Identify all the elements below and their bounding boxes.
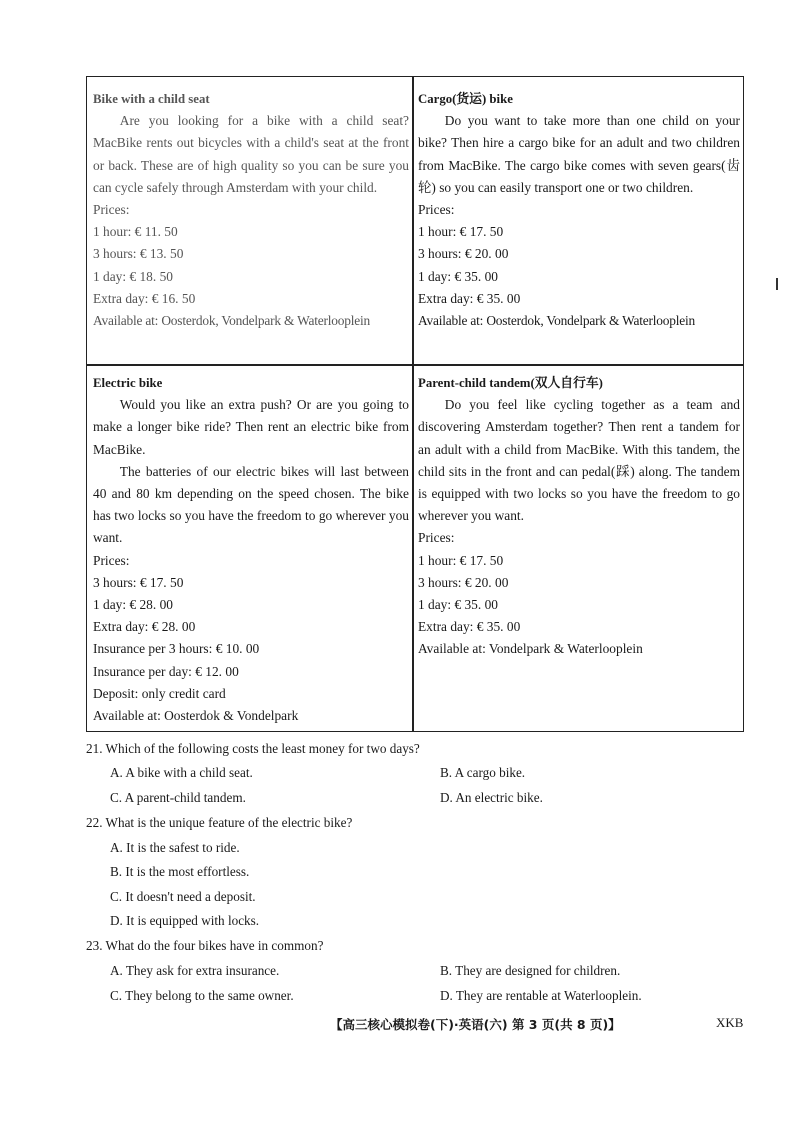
prices-label: Prices:: [93, 202, 130, 218]
price-line: 1 day: € 35. 00: [418, 268, 498, 284]
question-23-option-b[interactable]: B. They are designed for children.: [440, 963, 621, 978]
available-locations: Available at: Vondelpark & Waterlooplein: [418, 641, 643, 657]
cell-description: Are you looking for a bike with a child seat? MacBike rents out bicycles with a child's seat at the front or back. These are of high quality so you can be sure you can cycle safely through Amsterdam with your child.: [93, 113, 409, 195]
cell-title: Electric bike: [93, 376, 163, 390]
prices-label: Prices:: [418, 530, 455, 546]
price-line: Extra day: € 28. 00: [93, 619, 196, 635]
price-line: Extra day: € 35. 00: [418, 290, 521, 306]
price-line: 3 hours: € 20. 00: [418, 246, 509, 262]
question-22-option-a[interactable]: A. It is the safest to ride.: [110, 840, 240, 855]
question-21-option-a[interactable]: A. A bike with a child seat.: [110, 765, 253, 780]
price-line: 1 hour: € 11. 50: [93, 224, 178, 240]
question-22-option-d[interactable]: D. It is equipped with locks.: [110, 913, 260, 928]
price-line: 1 hour: € 17. 50: [418, 552, 504, 568]
cell-child-seat-bike: [93, 88, 409, 332]
cell-title: Bike with a child seat: [93, 92, 210, 106]
available-locations: Available at: Oosterdok, Vondelpark & Waterlooplein: [418, 313, 696, 329]
price-line: 3 hours: € 20. 00: [418, 574, 509, 590]
price-line: Extra day: € 35. 00: [418, 619, 521, 635]
table-divider-vertical: [412, 77, 414, 731]
question-22-stem: 22. What is the unique feature of the electric bike?: [86, 815, 353, 830]
available-locations: Available at: Oosterdok & Vondelpark: [93, 708, 299, 724]
question-21-stem: 21. Which of the following costs the least money for two days?: [86, 741, 420, 756]
question-21-option-c[interactable]: C. A parent-child tandem.: [110, 790, 246, 805]
cell-parent-child-tandem: [418, 372, 740, 661]
prices-label: Prices:: [418, 202, 455, 218]
rental-table: [86, 76, 744, 732]
page-footer: [0, 1012, 794, 1036]
cell-title: Cargo(货运) bike: [418, 92, 513, 106]
available-locations: Available at: Oosterdok, Vondelpark & Waterlooplein: [93, 313, 371, 329]
price-line: Insurance per day: € 12. 00: [93, 663, 239, 679]
question-22-option-c[interactable]: C. It doesn't need a deposit.: [110, 889, 256, 904]
cell-electric-bike: [93, 372, 409, 727]
cell-description: Do you feel like cycling together as a team and discovering Amsterdam together? Then rent a tandem for an adult with a child from MacBike. With this tandem, the child sits in the front and can pedal(踩) along. The tandem is equipped with two locks so you have the freedom to go wherever you want.: [418, 397, 740, 524]
price-line: 3 hours: € 17. 50: [93, 574, 184, 590]
question-23-option-c[interactable]: C. They belong to the same owner.: [110, 988, 294, 1003]
cell-cargo-bike: [418, 88, 740, 332]
margin-mark: [776, 278, 778, 290]
question-23-stem: 23. What do the four bikes have in common?: [86, 938, 324, 953]
price-line: 3 hours: € 13. 50: [93, 246, 184, 262]
table-divider-horizontal: [87, 364, 743, 366]
cell-description: The batteries of our electric bikes will last between 40 and 80 km depending on the speed chosen. The bike has two locks so you have the freedom to go wherever you want.: [93, 463, 409, 546]
cell-description: Would you like an extra push? Or are you going to make a longer bike ride? Then rent an electric bike from MacBike.: [93, 397, 409, 457]
cell-title: Parent-child tandem(双人自行车): [418, 376, 603, 390]
cell-description: Do you want to take more than one child on your bike? Then hire a cargo bike for an adult and two children from MacBike. The cargo bike comes with seven gears(齿轮) so you can easily transport one or two children.: [418, 113, 740, 195]
question-23-option-d[interactable]: D. They are rentable at Waterlooplein.: [440, 988, 642, 1003]
prices-label: Prices:: [93, 552, 130, 568]
footer-text: 【高三核心模拟卷(下)·英语(六) 第 3 页(共 8 页)】: [330, 1017, 621, 1032]
deposit-note: Deposit: only credit card: [93, 685, 226, 701]
price-line: 1 day: € 35. 00: [418, 597, 498, 613]
question-22-option-b[interactable]: B. It is the most effortless.: [110, 864, 250, 879]
price-line: 1 hour: € 17. 50: [418, 224, 504, 240]
price-line: 1 day: € 28. 00: [93, 597, 173, 613]
price-line: 1 day: € 18. 50: [93, 268, 173, 284]
price-line: Extra day: € 16. 50: [93, 290, 196, 306]
question-23-option-a[interactable]: A. They ask for extra insurance.: [110, 963, 280, 978]
question-21-option-b[interactable]: B. A cargo bike.: [440, 765, 526, 780]
price-line: Insurance per 3 hours: € 10. 00: [93, 641, 260, 657]
question-21-option-d[interactable]: D. An electric bike.: [440, 790, 543, 805]
footer-code: XKB: [716, 1015, 744, 1030]
